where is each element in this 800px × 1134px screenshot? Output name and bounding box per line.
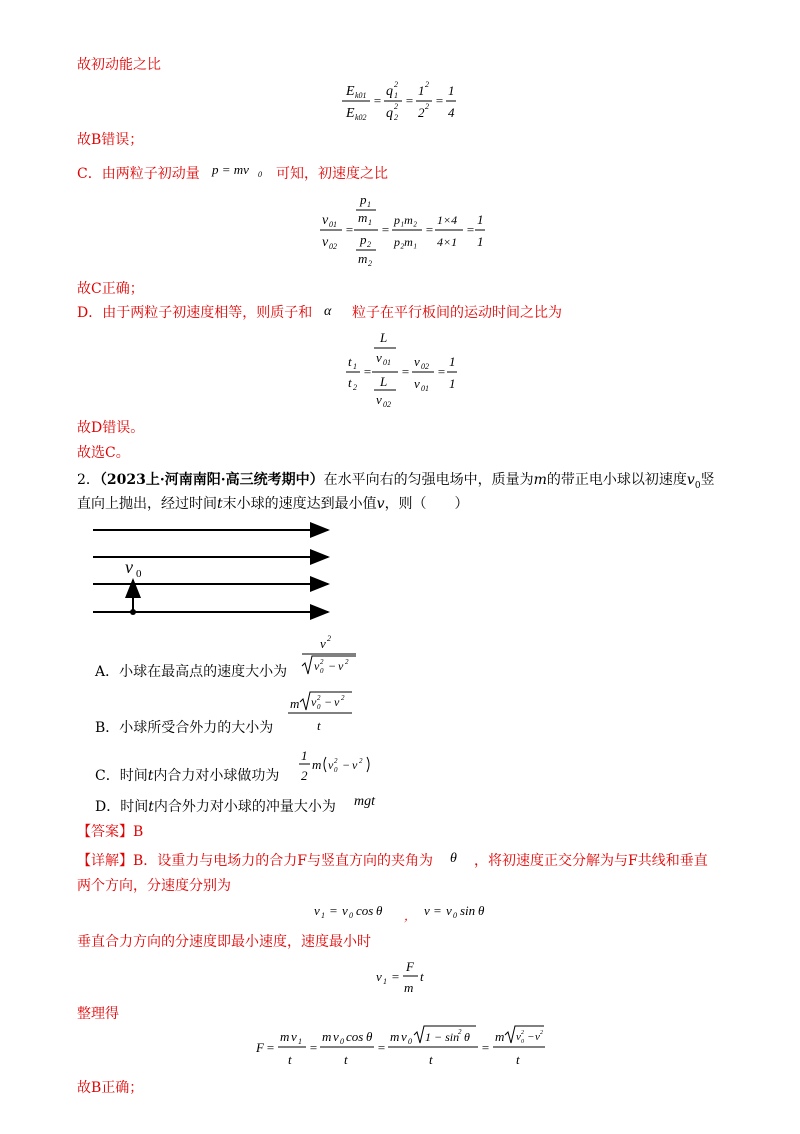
math-sub: 1 bbox=[368, 218, 372, 227]
math-q: q bbox=[386, 84, 393, 99]
math-num: 2 bbox=[418, 105, 425, 120]
math-v: v bbox=[414, 354, 420, 369]
math-eq: = bbox=[401, 364, 410, 379]
ball bbox=[130, 609, 136, 615]
math-sub: 1 bbox=[321, 911, 325, 920]
math-alpha: α bbox=[324, 304, 332, 319]
formula-option-d bbox=[352, 790, 392, 812]
math-eq: = bbox=[437, 364, 446, 379]
math-sub: 0 bbox=[320, 667, 324, 675]
text-line: 可知，初速度之比 bbox=[276, 166, 388, 182]
math-mgt: mgt bbox=[354, 794, 375, 809]
math-v: v bbox=[322, 235, 329, 250]
math-sub: 0 bbox=[408, 1037, 412, 1046]
detail-line: 两个方向，分速度分别为 bbox=[77, 878, 231, 894]
option-text: D．时间 bbox=[95, 799, 149, 815]
question-text: 直向上抛出，经过时间 bbox=[77, 496, 217, 512]
question-text: 的带正电小球以初速度 bbox=[546, 472, 687, 488]
math-m: m bbox=[322, 1029, 332, 1044]
text-line: 粒子在平行板间的运动时间之比为 bbox=[352, 305, 562, 321]
theta-symbol bbox=[446, 848, 466, 868]
math-sub: 0 bbox=[349, 911, 353, 920]
math-v: v bbox=[424, 903, 430, 918]
math-m: m bbox=[358, 210, 368, 225]
math-sub: k01 bbox=[355, 91, 367, 100]
electric-field-diagram bbox=[90, 520, 340, 620]
question-2-line-2 bbox=[77, 494, 469, 514]
alpha-symbol bbox=[320, 301, 340, 321]
formula-velocity-ratio bbox=[316, 190, 486, 268]
math-eq: = bbox=[266, 1040, 275, 1055]
math-minus: − bbox=[342, 758, 351, 772]
math-v: v bbox=[535, 1031, 540, 1043]
text-line: 故B错误； bbox=[77, 132, 144, 148]
math-m: m bbox=[390, 1029, 400, 1044]
math-num: 1 bbox=[449, 376, 456, 391]
detail-line: 故B正确； bbox=[77, 1080, 144, 1096]
math-comma: ， bbox=[404, 909, 417, 923]
label-v: v bbox=[125, 557, 133, 577]
math-sub: 0 bbox=[453, 911, 457, 920]
question-text: 竖 bbox=[700, 472, 715, 488]
formula-v1-min bbox=[374, 954, 434, 1000]
var-m: m bbox=[533, 472, 547, 488]
math-v: v bbox=[376, 969, 382, 984]
math-sub: 2 bbox=[367, 240, 371, 249]
text-line: D．由于两粒子初速度相等，则质子和 bbox=[77, 305, 313, 321]
math-sub: 1 bbox=[367, 200, 371, 209]
formula-kinetic-energy-ratio bbox=[338, 75, 468, 121]
option-text: 内合外力对小球的冲量大小为 bbox=[153, 799, 336, 815]
math-num: 1 bbox=[418, 83, 425, 98]
math-sup: 2 bbox=[521, 1030, 524, 1036]
math-t: t bbox=[516, 1052, 520, 1067]
math-sub: 0 bbox=[334, 766, 338, 774]
math-v: v bbox=[352, 758, 358, 772]
math-v: v bbox=[376, 392, 382, 407]
math-cos: cos bbox=[346, 1029, 364, 1044]
formula-option-a bbox=[300, 632, 360, 678]
math-v: v bbox=[342, 903, 348, 918]
math-minus: − bbox=[328, 659, 337, 673]
text-line: C．由两粒子初动量 bbox=[77, 166, 200, 182]
math-v: v bbox=[401, 1029, 407, 1044]
math-term: p₁m₂ bbox=[394, 213, 418, 227]
math-v: v bbox=[322, 213, 329, 228]
formula-option-b bbox=[286, 690, 356, 736]
math-eq: = bbox=[433, 903, 442, 918]
math-eq: = bbox=[329, 903, 338, 918]
math-sup: 2 bbox=[540, 1030, 543, 1036]
text-line: 故选C。 bbox=[77, 445, 130, 461]
math-num: 1 bbox=[301, 748, 308, 763]
math-v: v bbox=[328, 758, 334, 772]
math-v: v bbox=[291, 1029, 297, 1044]
math-t: t bbox=[344, 1052, 348, 1067]
question-text: 末小球的速度达到最小值 bbox=[222, 496, 377, 512]
math-v: v bbox=[314, 903, 320, 918]
math-p: p bbox=[360, 192, 367, 207]
math-minus: − bbox=[324, 695, 333, 709]
math-sub: 0 bbox=[340, 1037, 344, 1046]
math-sub: 02 bbox=[421, 362, 429, 371]
text-line: 故D错误。 bbox=[77, 420, 145, 436]
detail-line: 垂直合力方向的分速度即最小速度，速度最小时 bbox=[77, 934, 371, 950]
math-eq: = bbox=[381, 222, 390, 237]
math-num: 4 bbox=[448, 105, 455, 120]
math-num: 1 bbox=[448, 83, 455, 98]
text-line: 故初动能之比 bbox=[77, 57, 161, 73]
math-theta: θ bbox=[376, 903, 383, 918]
math-sub: 0 bbox=[521, 1039, 524, 1045]
math-t: t bbox=[429, 1052, 433, 1067]
math-sup: 2 bbox=[341, 694, 345, 702]
math-sup: 2 bbox=[334, 757, 338, 765]
math-sub: 1 bbox=[383, 977, 387, 986]
math-sub: 0 bbox=[317, 703, 321, 711]
question-number: 2． bbox=[77, 472, 100, 488]
math-v: v bbox=[516, 1031, 521, 1043]
math-minus: − bbox=[527, 1031, 535, 1043]
option-b: B．小球所受合外力的大小为 bbox=[95, 720, 274, 736]
math-pmv: p = mv bbox=[212, 162, 249, 177]
math-sub: 02 bbox=[383, 400, 391, 408]
math-sub: 1 bbox=[353, 362, 357, 371]
var-t: t bbox=[148, 799, 154, 815]
math-sin: sin bbox=[460, 903, 476, 918]
math-sub: 2 bbox=[394, 113, 398, 121]
math-E: E bbox=[346, 84, 355, 99]
math-v: v bbox=[338, 659, 344, 673]
formula-components bbox=[312, 898, 502, 924]
label-v-sub: 0 bbox=[136, 568, 142, 580]
math-term: 4×1 bbox=[437, 235, 458, 249]
option-text: 内合力对小球做功为 bbox=[153, 768, 280, 784]
math-sup: 2 bbox=[394, 80, 398, 89]
math-sup: 2 bbox=[327, 634, 331, 643]
option-a: A．小球在最高点的速度大小为 bbox=[95, 664, 288, 680]
math-L: L bbox=[380, 374, 388, 389]
math-eq: = bbox=[435, 93, 444, 108]
math-sub: k02 bbox=[355, 113, 367, 121]
formula-option-c bbox=[298, 744, 378, 786]
formula-resultant-force bbox=[254, 1024, 546, 1070]
math-q: q bbox=[386, 106, 393, 121]
math-term: 1×4 bbox=[437, 213, 458, 227]
math-v: v bbox=[446, 903, 452, 918]
math-t: t bbox=[317, 718, 321, 733]
formula-time-ratio bbox=[344, 328, 464, 408]
math-v: v bbox=[311, 695, 317, 709]
math-sup: 2 bbox=[425, 102, 429, 111]
question-2-line-1 bbox=[77, 470, 715, 496]
detail-line: 【详解】B．设重力与电场力的合力F与竖直方向的夹角为 bbox=[77, 853, 434, 869]
math-theta: θ bbox=[478, 903, 485, 918]
math-cos: cos bbox=[356, 903, 374, 918]
formula-momentum bbox=[210, 159, 270, 181]
math-theta: θ bbox=[450, 851, 457, 866]
var-t: t bbox=[217, 496, 223, 512]
math-m: m bbox=[290, 696, 300, 711]
math-sup: 2 bbox=[320, 658, 324, 666]
math-sub: 2 bbox=[353, 383, 357, 392]
math-m: m bbox=[404, 980, 414, 995]
math-m: m bbox=[495, 1029, 505, 1044]
text-line: 故C正确； bbox=[77, 281, 144, 297]
var-v: v bbox=[376, 496, 385, 512]
math-t: t bbox=[348, 354, 352, 369]
math-sup: 2 bbox=[359, 757, 363, 765]
math-m: m bbox=[280, 1029, 290, 1044]
math-eq: = bbox=[481, 1040, 490, 1055]
question-source: （2023上·河南南阳·高三统考期中） bbox=[99, 472, 324, 488]
math-sub: 02 bbox=[329, 242, 337, 251]
option-d bbox=[95, 797, 336, 817]
math-num: 1 bbox=[477, 234, 484, 249]
math-v: v bbox=[333, 1029, 339, 1044]
option-c bbox=[95, 766, 279, 786]
var-v0: v bbox=[686, 472, 695, 488]
option-text: C．时间 bbox=[95, 768, 148, 784]
math-eq: = bbox=[309, 1040, 318, 1055]
math-sup: 2 bbox=[425, 80, 429, 89]
math-sup: 2 bbox=[394, 102, 398, 111]
math-F: F bbox=[406, 959, 414, 974]
math-sub: 0 bbox=[258, 170, 262, 179]
math-m: m bbox=[358, 251, 368, 266]
math-num: 1 bbox=[477, 212, 484, 227]
math-sup: 2 bbox=[317, 694, 321, 702]
math-sub: 01 bbox=[383, 358, 391, 367]
math-sup: 2 bbox=[345, 658, 349, 666]
math-v: v bbox=[334, 695, 340, 709]
math-sub: 1 bbox=[298, 1037, 302, 1046]
math-t: t bbox=[348, 375, 352, 390]
math-L: L bbox=[380, 330, 388, 345]
math-eq: = bbox=[377, 1040, 386, 1055]
math-sub: 01 bbox=[421, 384, 429, 393]
math-eq: = bbox=[425, 222, 434, 237]
math-eq: = bbox=[373, 93, 382, 108]
math-p: p bbox=[360, 232, 367, 247]
detail-line: ，将初速度正交分解为与F共线和垂直 bbox=[474, 853, 708, 869]
var-t: t bbox=[147, 768, 154, 784]
answer-line: 【答案】B bbox=[77, 824, 144, 840]
math-v: v bbox=[376, 350, 382, 365]
math-theta: θ bbox=[464, 1030, 470, 1044]
math-sup: 2 bbox=[458, 1028, 462, 1036]
math-theta: θ bbox=[366, 1029, 373, 1044]
question-text: 在水平向右的匀强电场中，质量为 bbox=[323, 472, 534, 488]
math-num: 1 bbox=[449, 354, 456, 369]
math-eq: = bbox=[466, 222, 475, 237]
math-m: m bbox=[312, 757, 322, 772]
math-eq: = bbox=[391, 969, 400, 984]
math-eq: = bbox=[345, 222, 354, 237]
math-num: 2 bbox=[301, 768, 308, 783]
var-sub: 0 bbox=[694, 480, 701, 491]
math-eq: = bbox=[405, 93, 414, 108]
math-t: t bbox=[288, 1052, 292, 1067]
math-term: p₂m₁ bbox=[394, 235, 418, 249]
math-eq: = bbox=[363, 364, 372, 379]
math-F: F bbox=[256, 1040, 264, 1055]
question-text: ，则（ ） bbox=[384, 496, 469, 512]
math-sub: 1 bbox=[394, 91, 398, 100]
math-E: E bbox=[346, 106, 355, 121]
math-sub: 01 bbox=[329, 220, 337, 229]
math-v: v bbox=[320, 636, 326, 651]
math-v: v bbox=[314, 659, 320, 673]
detail-line: 整理得 bbox=[77, 1006, 119, 1022]
math-t: t bbox=[420, 969, 424, 984]
math-v: v bbox=[414, 376, 420, 391]
math-root: 1 − sin bbox=[425, 1030, 460, 1044]
math-sub: 2 bbox=[368, 259, 372, 268]
